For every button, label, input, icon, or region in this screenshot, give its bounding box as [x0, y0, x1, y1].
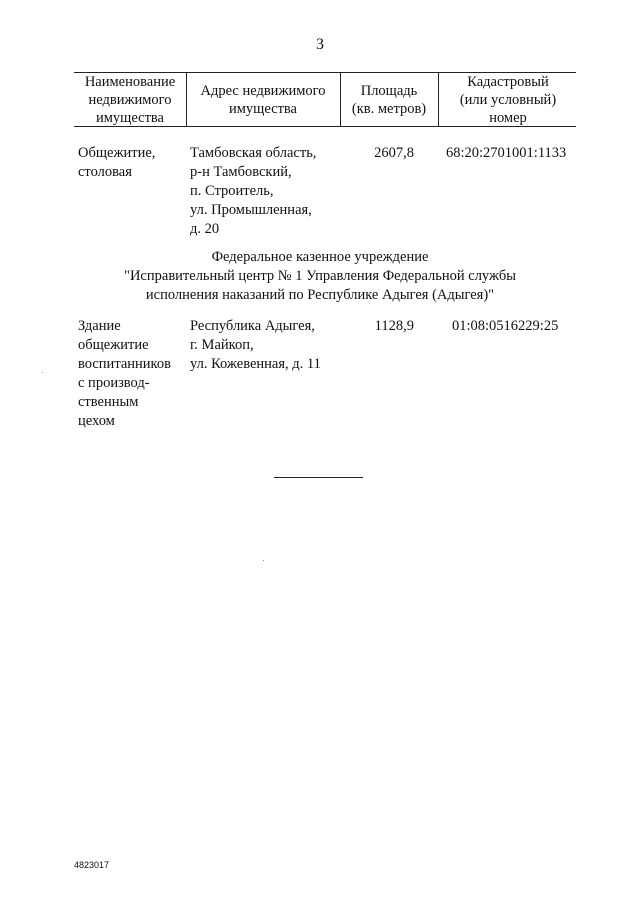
institution-heading [80, 248, 560, 305]
document-id: 4823017 [74, 860, 110, 870]
property-area: 1128,9 [374, 318, 414, 334]
property-name: Общежитие, столовая [78, 145, 156, 180]
institution-line: "Исправительный центр № 1 Управления Федеральной службы [124, 268, 516, 284]
institution-line: исполнения наказаний по Республике Адыгея (Адыгея)" [145, 287, 495, 303]
end-of-document-rule [274, 477, 363, 478]
property-cadastral-number: 01:08:0516229:25 [452, 318, 559, 334]
property-cadastral-number: 68:20:2701001:1133 [446, 145, 567, 161]
property-name: Здание общежитие воспитанников с производ- ственным цехом [78, 318, 171, 429]
page-number: 3 [316, 36, 324, 53]
property-address: Тамбовская область, р-н Тамбовский, п. Строитель, ул. Промышленная, д. 20 [190, 145, 317, 237]
column-header-area: Площадь (кв. метров) [351, 83, 427, 117]
scan-speck [263, 560, 264, 561]
column-divider [438, 72, 439, 126]
column-header-address: Адрес недвижимого имущества [200, 83, 326, 117]
institution-line: Федеральное казенное учреждение [211, 249, 429, 265]
column-divider [186, 72, 187, 126]
property-address: Республика Адыгея, г. Майкоп, ул. Кожевенная, д. 11 [190, 318, 321, 372]
column-header-name: Наименование недвижимого имущества [84, 74, 176, 126]
column-divider [340, 72, 341, 126]
property-area: 2607,8 [374, 145, 414, 161]
scan-speck [42, 372, 43, 373]
column-header-cadastral: Кадастровый (или условный) номер [459, 74, 557, 126]
